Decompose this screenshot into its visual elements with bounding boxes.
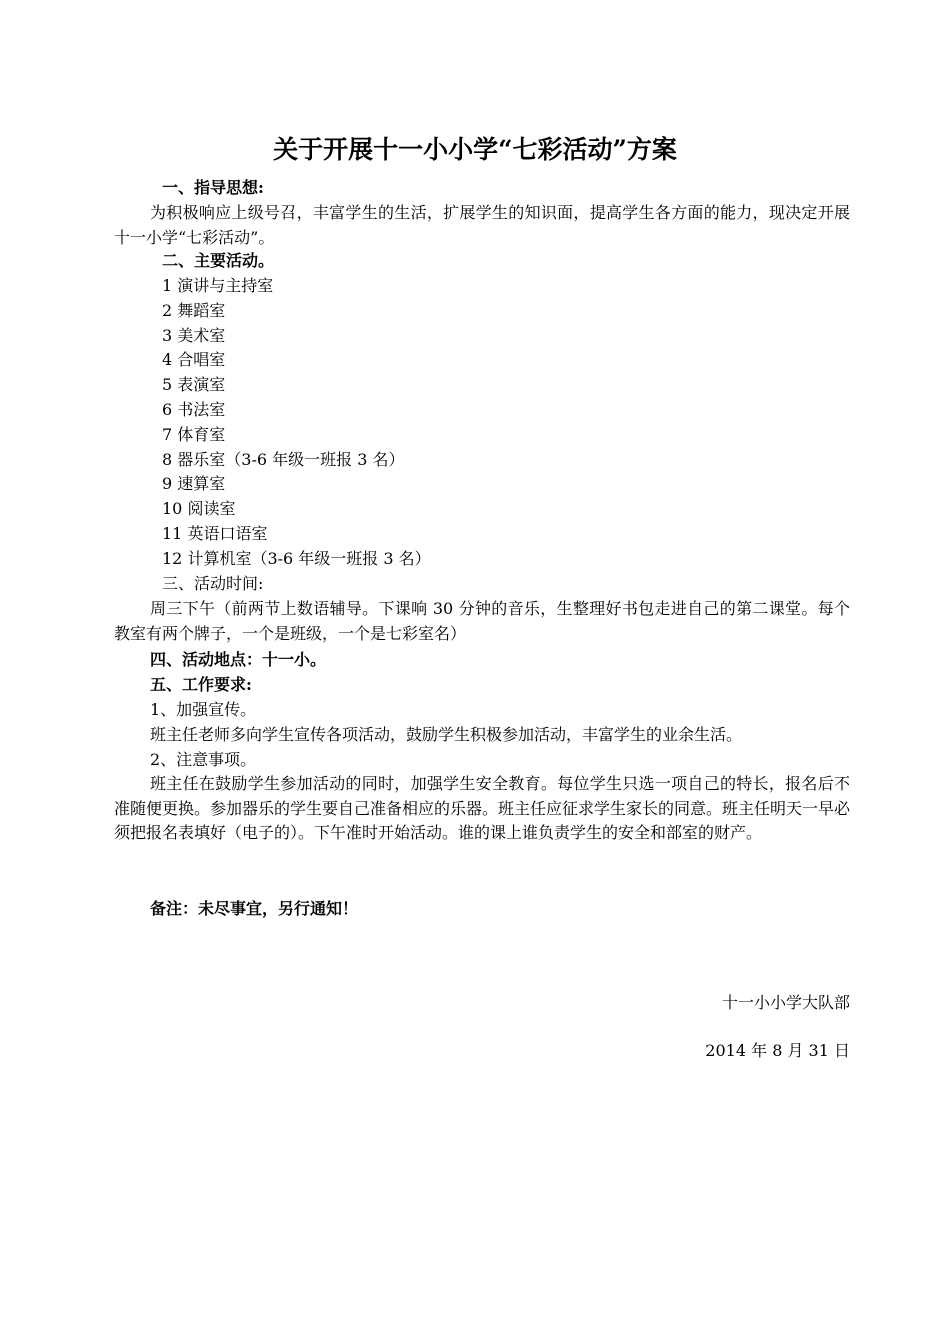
document-title: 关于开展十一小小学“七彩活动”方案: [273, 135, 677, 164]
list-item: 4 合唱室: [162, 350, 226, 370]
list-item: 11 英语口语室: [162, 523, 268, 543]
requirement1-title: 1、加强宣传。: [150, 700, 257, 719]
list-item: 1 演讲与主持室: [162, 276, 274, 295]
section5-heading: 五、工作要求:: [150, 675, 252, 694]
section1-text: 为积极响应上级号召，丰富学生的生活，扩展学生的知识面，提高学生各方面的能力，现决定开展十一小学“七彩活动”。: [114, 203, 850, 247]
requirement2-title: 2、注意事项。: [150, 750, 257, 769]
signature-date: 2014 年 8 月 31 日: [705, 1041, 850, 1060]
list-item: 8 器乐室（3-6 年级一班报 3 名）: [162, 449, 405, 469]
activity-list: [162, 274, 431, 572]
section4-heading: 四、活动地点：十一小。: [150, 650, 327, 669]
list-item: 2 舞蹈室: [162, 300, 226, 320]
list-item: 3 美术室: [162, 325, 226, 345]
note: 备注：未尽事宜，另行通知！: [150, 899, 359, 918]
list-item: 9 速算室: [162, 474, 226, 494]
list-item: 7 体育室: [162, 424, 226, 444]
section2-heading: 二、主要活动。: [162, 251, 275, 270]
signature-org: 十一小小学大队部: [721, 993, 850, 1012]
list-item: 12 计算机室（3-6 年级一班报 3 名）: [162, 548, 431, 568]
requirement2-text: 班主任在鼓励学生参加活动的同时，加强学生安全教育。每位学生只选一项自己的特长，报名后不准随便更换。参加器乐的学生要自己准备相应的乐器。班主任应征求学生家长的同意。班主任明天一早必须把报名表填好（电子的）。下午准时开始活动。谁的课上谁负责学生的安全和部室的财产。: [114, 774, 851, 843]
section3-heading: 三、活动时间:: [162, 574, 264, 593]
section3-text: 周三下午（前两节上数语辅导。下课响 30 分钟的音乐，生整理好书包走进自己的第二课堂。每个教室有两个牌子，一个是班级，一个是七彩室名）: [114, 599, 850, 643]
section1-heading: 一、指导思想:: [162, 178, 264, 197]
list-item: 5 表演室: [162, 375, 226, 395]
list-item: 6 书法室: [162, 399, 226, 419]
requirement1-text: 班主任老师多向学生宣传各项活动，鼓励学生积极参加活动，丰富学生的业余生活。: [150, 725, 743, 744]
list-item: 10 阅读室: [162, 499, 236, 519]
